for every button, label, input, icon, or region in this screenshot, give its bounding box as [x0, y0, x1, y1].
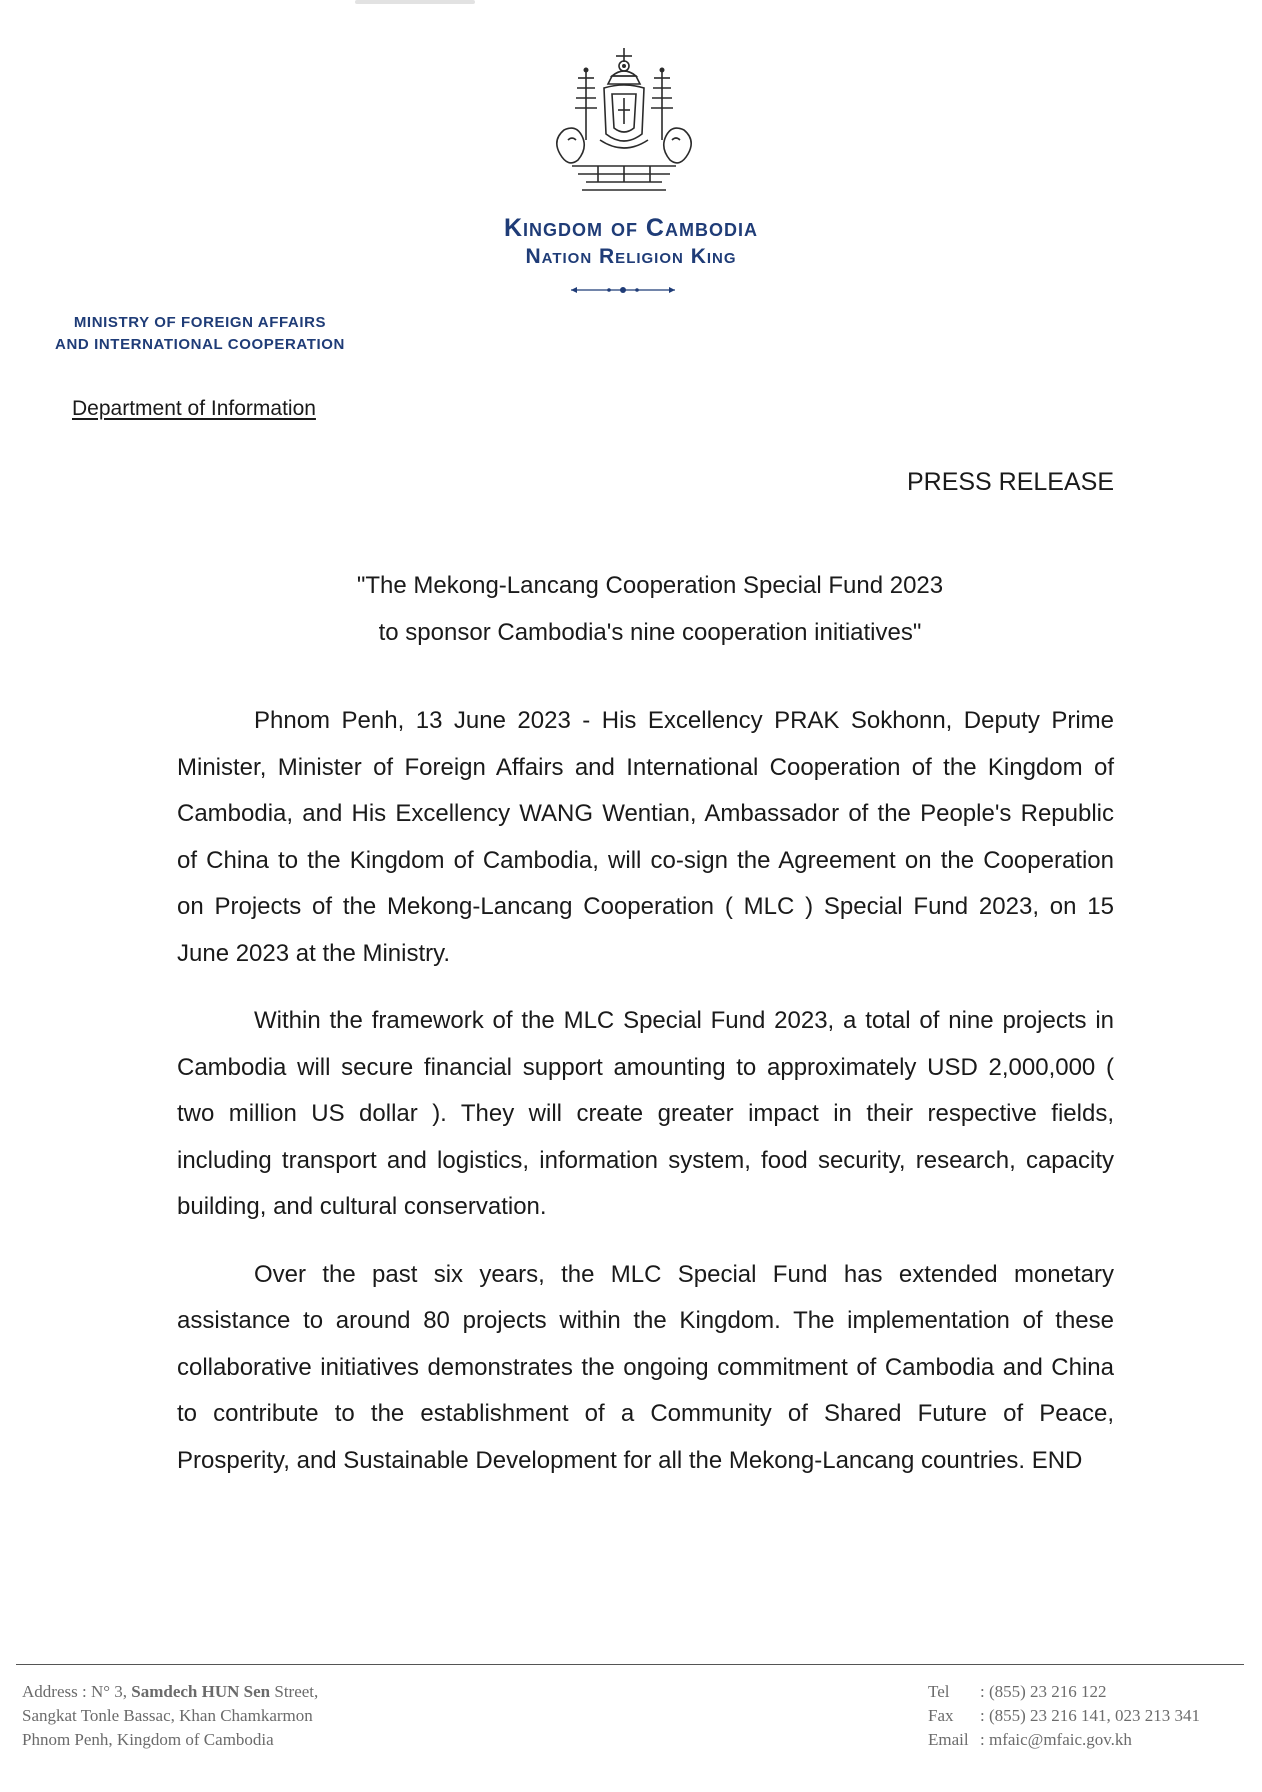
contact-fax	[928, 1704, 1200, 1728]
kingdom-title: Kingdom of Cambodia	[504, 214, 758, 242]
press-release-body	[177, 698, 1114, 1505]
tel-value: : (855) 23 216 122	[980, 1682, 1107, 1701]
department-name: Department of Information	[72, 397, 316, 420]
body-paragraph-3: Over the past six years, the MLC Special Fund has extended monetary assistance to around 80 projects within the Kingdom. The implementation of these collaborative initiatives demonstrates the ongoing commitment of Cambodia and China to contribute to the establishment of a Community of Shared Future of Peace, Prosperity, and Sustainable Development for all the Mekong-Lancang countries. END	[177, 1260, 1114, 1474]
body-paragraph-2: Within the framework of the MLC Special Fund 2023, a total of nine projects in Cambodia will secure financial support amounting to approximately USD 2,000,000 ( two million US dollar ). They will create greater impact in their respective fields, including transport and logistics, information system, food security, research, capacity building, and cultural conservation.	[177, 1007, 1114, 1220]
title-line-1: "The Mekong-Lancang Cooperation Special Fund 2023	[356, 572, 944, 599]
fax-value: : (855) 23 216 141, 023 213 341	[980, 1706, 1201, 1725]
decorative-divider-ornament	[563, 285, 683, 295]
footer-address	[22, 1680, 318, 1752]
contact-tel	[928, 1680, 1200, 1704]
kingdom-heading	[0, 214, 1262, 269]
scan-artifact	[355, 0, 475, 4]
ministry-name-line2: AND INTERNATIONAL COOPERATION	[55, 336, 345, 353]
press-release-title	[180, 562, 1120, 656]
footer-contact	[928, 1680, 1200, 1752]
title-line-2: to sponsor Cambodia's nine cooperation initiatives"	[378, 619, 922, 646]
fax-label: Fax	[928, 1706, 954, 1725]
ministry-name-line1: MINISTRY OF FOREIGN AFFAIRS	[73, 314, 327, 331]
contact-email	[928, 1728, 1200, 1752]
royal-coat-of-arms-emblem	[542, 44, 706, 194]
body-paragraph-1: Phnom Penh, 13 June 2023 - His Excellency PRAK Sokhonn, Deputy Prime Minister, Minister of Foreign Affairs and International Cooperation of the Kingdom of Cambodia, and His Excellency WANG Wentian, Ambassador of the People's Republic of China to the Kingdom of Cambodia, will co-sign the Agreement on the Cooperation on Projects of the Mekong-Lancang Cooperation ( MLC ) Special Fund 2023, on 15 June 2023 at the Ministry.	[177, 707, 1114, 967]
press-release-label: PRESS RELEASE	[906, 468, 1114, 496]
address-suffix: Street,	[270, 1682, 319, 1701]
email-value: : mfaic@mfaic.gov.kh	[980, 1730, 1132, 1749]
ministry-name	[22, 312, 378, 356]
address-street-name: Samdech HUN Sen	[131, 1682, 271, 1701]
national-motto: Nation Religion King	[525, 245, 737, 268]
address-line-2: Sangkat Tonle Bassac, Khan Chamkarmon	[22, 1706, 313, 1725]
footer-divider	[16, 1664, 1244, 1665]
address-prefix: Address : N° 3,	[22, 1682, 132, 1701]
address-line-1	[22, 1680, 318, 1704]
email-label: Email	[928, 1730, 969, 1749]
address-line-3: Phnom Penh, Kingdom of Cambodia	[22, 1730, 274, 1749]
tel-label: Tel	[928, 1682, 950, 1701]
